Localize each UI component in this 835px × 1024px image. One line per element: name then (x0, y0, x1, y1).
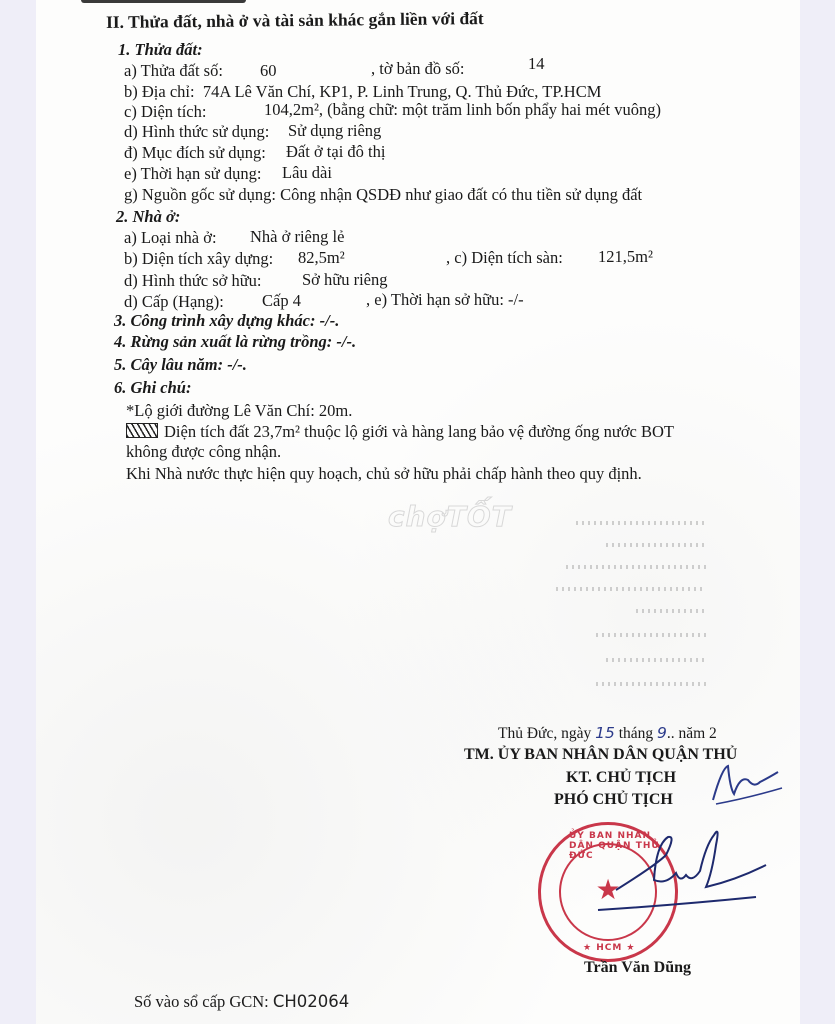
parcel-label: a) Thửa đất số: (124, 61, 223, 80)
note-not-recognized: không được công nhận. (126, 442, 282, 461)
faded-text-line (566, 565, 708, 569)
stamp-top-text: ỦY BAN NHÂN DÂN QUẬN THỦ ĐỨC (569, 831, 660, 861)
origin-label: g) Nguồn gốc sử dụng: (124, 185, 276, 204)
registry-label: Số vào sổ cấp GCN: (134, 992, 269, 1011)
faded-text-line (576, 521, 706, 525)
purpose-value: Đất ở tại đô thị (286, 142, 386, 161)
other-construction: 3. Công trình xây dựng khác: -/-. (114, 311, 340, 330)
map-sheet-number: 14 (528, 54, 545, 73)
origin-value: Công nhận QSDĐ như giao đất có thu tiền sử dụng đất (280, 185, 643, 204)
date-month: 9 (657, 724, 667, 742)
date-day: 15 (595, 724, 615, 742)
registry-number: CH02064 (272, 992, 350, 1011)
term-value: Lâu dài (282, 163, 332, 182)
area-value: 104,2m², (bằng chữ: một trăm linh bốn phẩy hai mét vuông) (264, 100, 661, 119)
house-heading: 2. Nhà ở: (116, 207, 181, 226)
ownership-label: d) Hình thức sở hữu: (124, 271, 262, 290)
stamp-bottom-text: ★ HCM ★ (583, 943, 636, 953)
production-forest: 4. Rừng sản xuất là rừng trồng: -/-. (114, 332, 357, 351)
registry-row (134, 992, 349, 1012)
usage-form-value: Sử dụng riêng (288, 121, 382, 140)
top-scan-edge (81, 0, 246, 3)
faded-text-line (636, 609, 708, 613)
address-value: 74A Lê Văn Chí, KP1, P. Linh Trung, Q. Thủ Đức, TP.HCM (202, 82, 602, 101)
title-chairman: KT. CHỦ TỊCH (566, 769, 677, 786)
term-label: e) Thời hạn sử dụng: (124, 164, 262, 183)
parcel-number: 60 (260, 61, 277, 80)
usage-form-label: d) Hình thức sử dụng: (124, 122, 270, 141)
chotot-watermark: chợTỐT (388, 500, 512, 533)
parcel-row (124, 61, 223, 81)
section-title: II. Thửa đất, nhà ở và tài sản khác gắn liền với đất (105, 8, 484, 32)
purpose-label: đ) Mục đích sử dụng: (124, 143, 266, 162)
ownership-term-label: , e) Thời hạn sở hữu: (366, 290, 504, 309)
address-row (124, 82, 601, 102)
ownership-value: Sở hữu riêng (302, 270, 388, 289)
certificate-page (36, 0, 800, 1024)
address-label: b) Địa chỉ: (124, 82, 195, 101)
grade-value: Cấp 4 (262, 291, 301, 310)
floor-area-label: , c) Diện tích sàn: (446, 248, 563, 267)
faded-text-line (596, 682, 708, 686)
land-heading: 1. Thửa đất: (118, 40, 203, 59)
date-line (498, 723, 717, 744)
faded-text-line (606, 543, 706, 547)
note-area-row (126, 422, 674, 442)
perennial-trees: 5. Cây lâu năm: -/-. (114, 355, 247, 374)
stamp-star-icon: ★ (595, 873, 621, 906)
note-area-text: Diện tích đất 23,7m² thuộc lộ giới và hàng lang bảo vệ đường ống nước BOT (164, 422, 675, 441)
notes-heading: 6. Ghi chú: (114, 378, 192, 397)
initial-signature-icon (708, 758, 788, 808)
house-type-value: Nhà ở riêng lẻ (250, 227, 345, 246)
area-label: c) Diện tích: (124, 102, 207, 121)
built-area-label: b) Diện tích xây dựng: (124, 249, 274, 268)
built-area-value: 82,5m² (298, 248, 345, 267)
date-prefix: Thủ Đức, ngày (498, 725, 592, 742)
signature-icon (596, 825, 776, 935)
year-label: .. năm 2 (666, 725, 717, 742)
hatched-area-icon (126, 423, 158, 438)
grade-label: d) Cấp (Hạng): (124, 292, 224, 311)
ownership-term-value: -/- (508, 290, 524, 309)
note-planning: Khi Nhà nước thực hiện quy hoạch, chủ sở hữu phải chấp hành theo quy định. (126, 464, 642, 483)
note-road-boundary: *Lộ giới đường Lê Văn Chí: 20m. (126, 401, 353, 420)
faded-text-line (606, 658, 706, 662)
faded-text-line (596, 633, 708, 637)
signer-name: Trần Văn Dũng (584, 959, 691, 976)
title-vice-chairman: PHÓ CHỦ TỊCH (554, 791, 673, 808)
faded-text-line (556, 587, 706, 591)
month-label: tháng (618, 725, 654, 742)
map-sheet-label: , tờ bản đồ số: (371, 59, 465, 78)
house-type-label: a) Loại nhà ở: (124, 228, 217, 247)
floor-area-value: 121,5m² (598, 247, 653, 266)
origin-row (124, 185, 642, 205)
issuing-org: TM. ỦY BAN NHÂN DÂN QUẬN THỦ (464, 746, 738, 763)
